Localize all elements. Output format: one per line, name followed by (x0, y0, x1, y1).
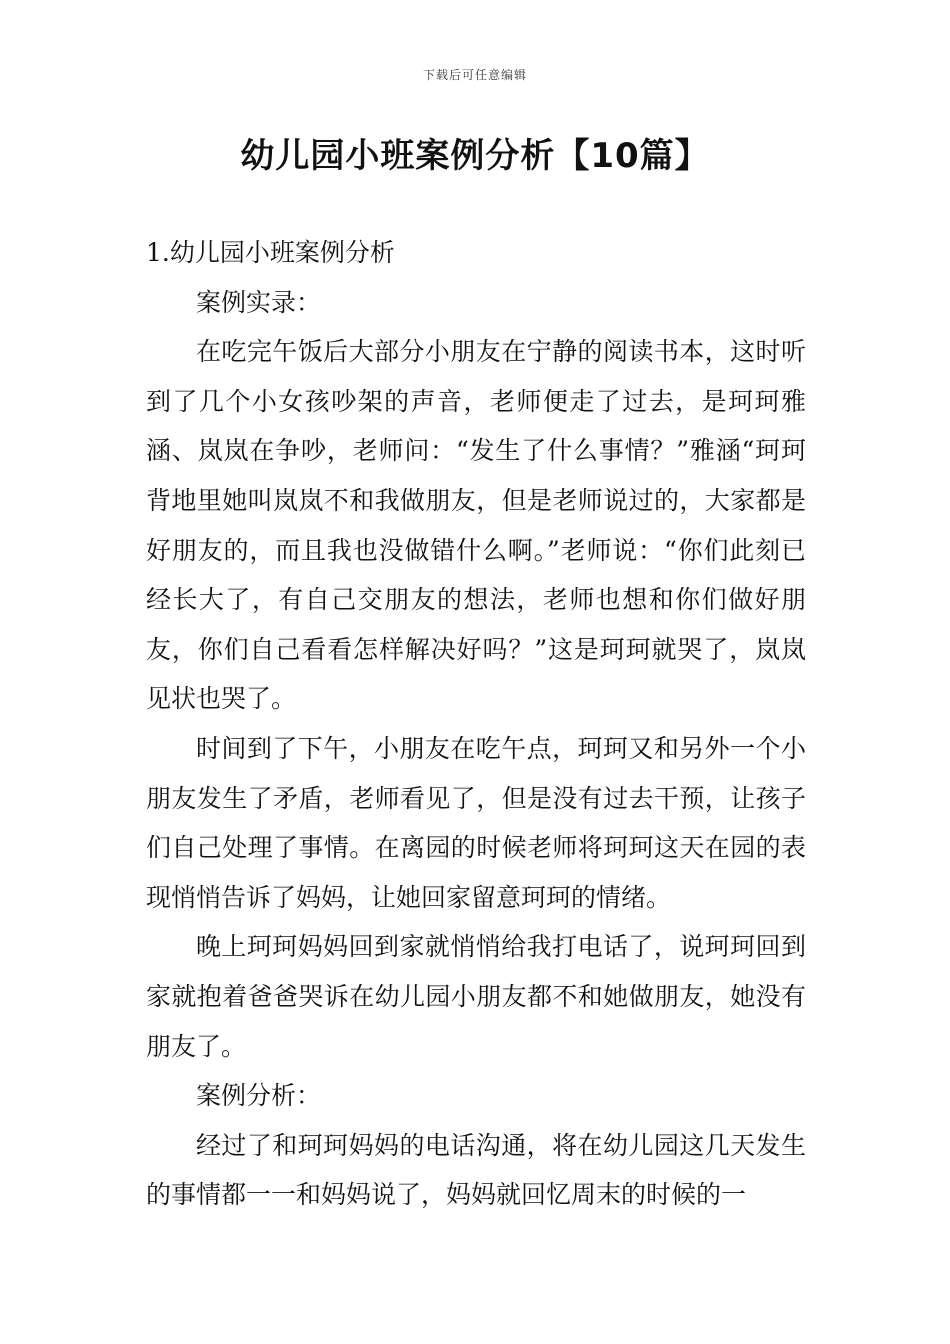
paragraph-case-record-label: 案例实录： (196, 287, 322, 317)
section-heading: 1.幼儿园小班案例分析 (146, 238, 395, 267)
paragraph-evening-call: 晚上珂珂妈妈回到家就悄悄给我打电话了，说珂珂回到家就抱着爸爸哭诉在幼儿园小朋友都不和她做朋友，她没有朋友了。 (146, 932, 806, 1061)
header-note: 下载后可任意编辑 (422, 68, 527, 82)
paragraph-afternoon: 时间到了下午，小朋友在吃午点，珂珂又和另外一个小朋友发生了矛盾，老师看见了，但是没有过去干预，让孩子们自己处理了事情。在离园的时候老师将珂珂这天在园的表现悄悄告诉了妈妈，让她回家留意珂珂的情绪。 (146, 733, 806, 912)
document-body (146, 228, 806, 1220)
paragraph-case-analysis-label: 案例分析： (196, 1081, 322, 1111)
paragraph-analysis-text: 经过了和珂珂妈妈的电话沟通，将在幼儿园这几天发生的事情都一一和妈妈说了，妈妈就回忆周末的时候的一 (146, 1130, 806, 1210)
document-title: 幼儿园小班案例分析【10篇】 (240, 136, 710, 176)
paragraph-lunch-quarrel: 在吃完午饭后大部分小朋友在宁静的阅读书本，这时听到了几个小女孩吵架的声音，老师便走了过去，是珂珂雅涵、岚岚在争吵，老师问：“发生了什么事情？”雅涵“珂珂背地里她叫岚岚不和我做朋友，但是老师说过的，大家都是好朋友的，而且我也没做错什么啊。”老师说：“你们此刻已经长大了，有自己交朋友的想法，老师也想和你们做好朋友，你们自己看看怎样解决好吗？”这是珂珂就哭了，岚岚见状也哭了。 (146, 337, 806, 714)
